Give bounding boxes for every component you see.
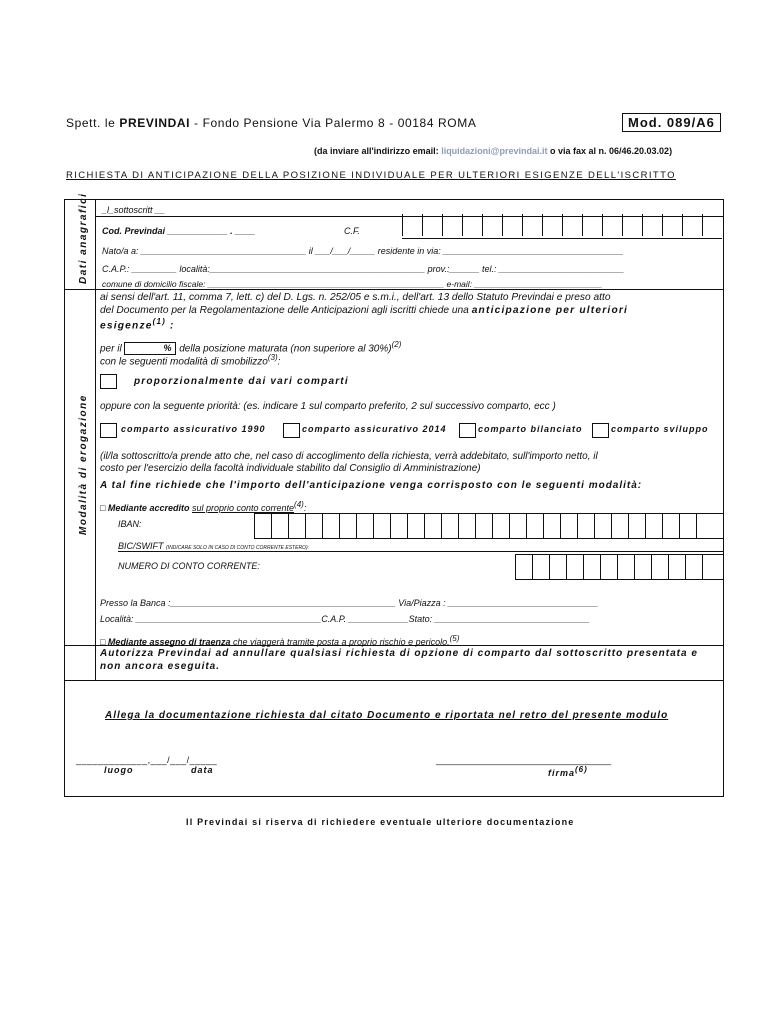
footnote-ref: (1) [152, 317, 167, 326]
credit-label: □ Mediante accredito [100, 503, 192, 513]
signature-line[interactable]: ___________________________________ [436, 755, 612, 765]
addressee [66, 116, 476, 130]
addressee-prefix: Spett. le [66, 116, 120, 130]
email-link[interactable]: liquidazioni@previndai.it [441, 146, 548, 156]
priority-box-balanced[interactable] [459, 423, 476, 438]
intro-line-2 [100, 305, 628, 316]
intro-line-3: esigenze$^{(1)}$ : [100, 317, 175, 332]
compartment-development: comparto sviluppo [611, 424, 709, 434]
divest-text: con le seguenti modalità di smobilizzo [100, 356, 268, 368]
footer-note: Il Previndai si riserva di richiedere eventuale ulteriore documentazione [186, 817, 575, 827]
org-name: PREVINDAI [119, 116, 191, 130]
footnote-ref: (3) [267, 353, 278, 362]
footnote-ref: (6) [575, 765, 588, 774]
cheque-option[interactable] [100, 634, 459, 647]
proportional-label: proporzionalmente dai vari comparti [134, 376, 349, 387]
footnote-ref: (4) [294, 500, 304, 509]
per-il-label: per il [100, 343, 122, 355]
credit-underlined: sul proprio conto corrente [191, 503, 295, 513]
bic-label [118, 541, 309, 551]
priority-box-2014[interactable] [283, 423, 300, 438]
intro-emphasis-end: esigenze [100, 320, 153, 332]
footnote-ref: (2) [391, 340, 402, 349]
intro-line-1: ai sensi dell'art. 11, comma 7, lett. c) del D. Lgs. n. 252/05 e s.m.i., dell'art. 13 dello Statuto Previndai e preso atto [100, 292, 611, 303]
section-divider-1 [64, 289, 724, 290]
locality-field[interactable]: Località: _____________________________________C.A.P. ____________Stato: _______________________________ [100, 614, 590, 624]
attach-text: Allega la documentazione richiesta dal citato Documento e riportata nel retro del presente modulo [105, 710, 669, 721]
bic-note: (INDICARE SOLO IN CASO DI CONTO CORRENTE ESTERO): [166, 545, 309, 551]
undersigned-field[interactable]: _l_sottoscritt __ [102, 205, 166, 215]
send-instructions [314, 146, 672, 156]
section-label-personal: Dati anagrafici [78, 192, 89, 284]
module-code: Mod. 089/A6 [622, 113, 721, 132]
iban-label: IBAN: [118, 519, 142, 529]
domicile-email-field[interactable]: comune di domicilio fiscale: __________________________________________________ e-mail: ___________________________ [102, 279, 603, 289]
bic-text: BIC/SWIFT [118, 541, 164, 551]
form-title: RICHIESTA DI ANTICIPAZIONE DELLA POSIZIONE INDIVIDUALE PER ULTERIORI ESIGENZE DELL'ISCRITTO [66, 170, 676, 181]
priority-box-development[interactable] [592, 423, 609, 438]
priority-box-1990[interactable] [100, 423, 117, 438]
footnote-ref: (5) [449, 634, 460, 643]
send-prefix: (da inviare all'indirizzo email: [314, 146, 442, 156]
signature-label [548, 765, 588, 778]
notice-line-1: (il/la sottoscritto/a prende atto che, nel caso di accoglimento della richiesta, verrà addebitato, sull'importo netto, il [100, 451, 598, 462]
addressee-address: - Fondo Pensione Via Palermo 8 - 00184 ROMA [190, 116, 477, 130]
cheque-text: che viaggerà tramite posta a proprio rischio e pericolo. [232, 637, 450, 647]
credit-option[interactable]: □ Mediante accredito sul proprio conto corrente$^{(4)}$: [100, 500, 307, 513]
section-divider-3 [64, 680, 724, 681]
request-text: A tal fine richiede che l'importo dell'anticipazione venga corrisposto con le seguenti modalità: [100, 480, 643, 491]
priority-text: oppure con la seguente priorità: (es. indicare 1 sul comparto preferito, 2 sul successivo comparto, ecc ) [100, 401, 556, 412]
place-label: luogo [104, 765, 134, 775]
birth-residence-field[interactable]: Nato/a a: _________________________________ il ___/___/_____ residente in via: ____________________________________ [102, 246, 624, 256]
proportional-checkbox[interactable] [100, 374, 117, 389]
authorize-text: Autorizza Previndai ad annullare qualsiasi richiesta di opzione di comparto dal sottoscritto presentata e non ancora eseguita. [100, 648, 698, 672]
intro-text: del Documento per la Regolamentazione delle Anticipazioni agli iscritti chiede una [100, 305, 472, 316]
divest-line: con le seguenti modalità di smobilizzo$^{(3)}$: [100, 353, 281, 368]
percent-text: della posizione maturata (non superiore al 30%) [179, 343, 392, 355]
bic-line [118, 551, 723, 552]
account-boxes[interactable] [515, 554, 723, 580]
compartment-2014: comparto assicurativo 2014 [302, 424, 447, 434]
send-suffix: o via fax al n. 06/46.20.03.02) [547, 146, 673, 156]
place-date-line[interactable]: _____________,___/___/_____ [76, 755, 218, 765]
compartment-balanced: comparto bilanciato [478, 424, 583, 434]
side-divider [95, 199, 96, 680]
section-label-mode: Modalità di erogazione [78, 394, 89, 535]
cf-label: C.F. [344, 226, 360, 236]
cap-locality-field[interactable]: C.A.P.: _________ località:___________________________________________ prov.:______ tel.: _________________________ [102, 264, 625, 274]
compartment-1990: comparto assicurativo 1990 [121, 424, 266, 434]
intro-emphasis: anticipazione per ulteriori [471, 305, 629, 316]
notice-line-2: costo per l'esercizio della facoltà individuale stabilito dal Consiglio di Amministrazione) [100, 463, 481, 474]
iban-boxes[interactable] [254, 513, 723, 539]
date-label: data [191, 765, 214, 775]
signature-text: firma [548, 768, 576, 778]
cf-boxes[interactable] [402, 214, 722, 239]
cheque-label: □ Mediante assegno di traenza [100, 637, 233, 647]
account-label: NUMERO DI CONTO CORRENTE: [118, 561, 260, 571]
bank-field[interactable]: Presso la Banca :_____________________________________________ Via/Piazza : ______________________________ [100, 598, 599, 608]
cod-previndai-field[interactable]: Cod. Previndai ____________ . ____ [102, 226, 256, 236]
percent-sign: % [163, 343, 172, 354]
